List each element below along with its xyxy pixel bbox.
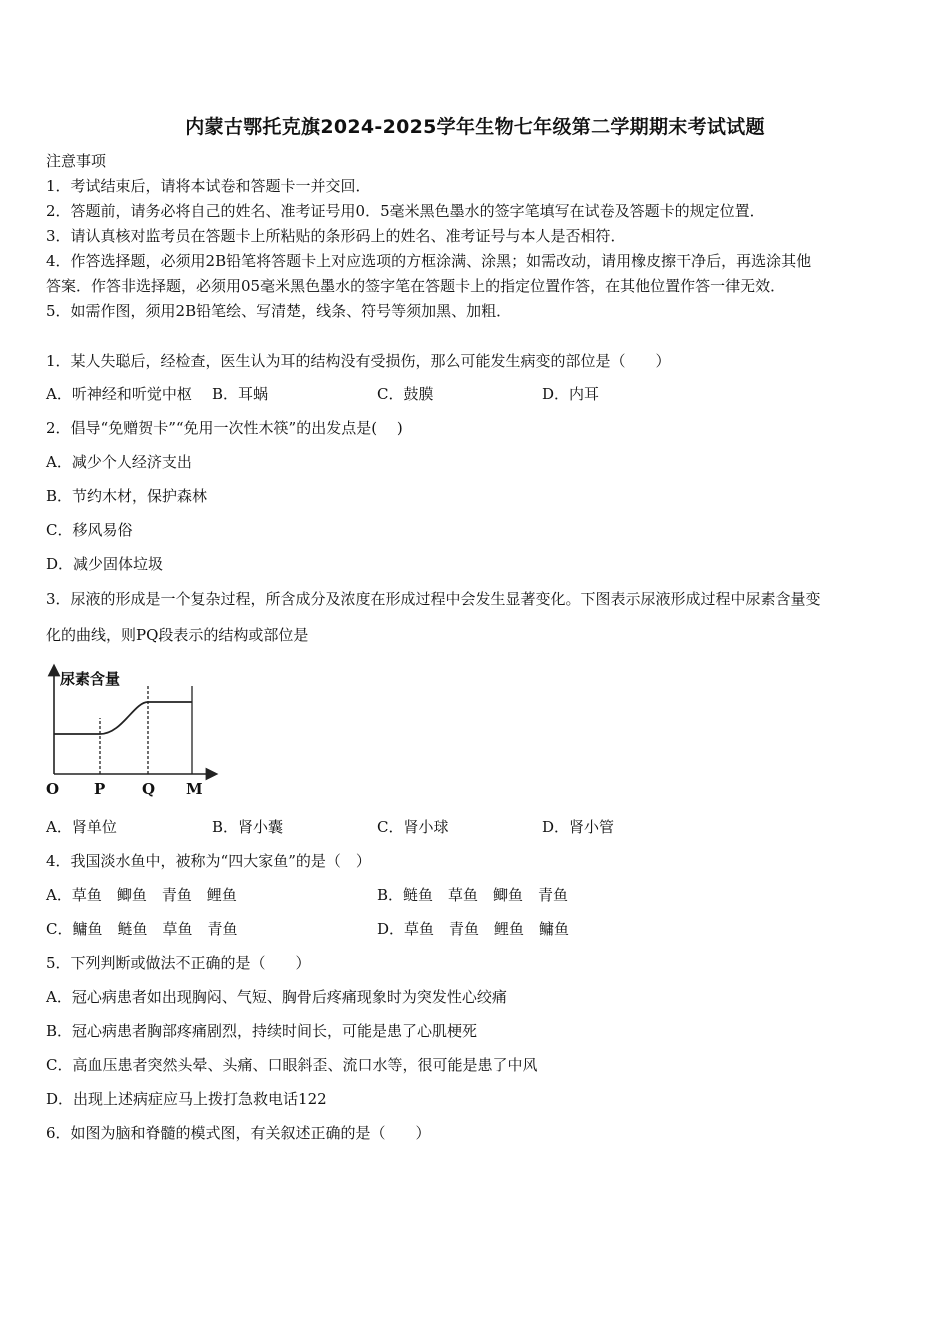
notice-item: 2．答题前，请务必将自己的姓名、准考证号用0．5毫米黑色墨水的签字笔填写在试卷及答题卡的规定位置．	[46, 202, 765, 220]
option-b[interactable]: B．肾小囊	[212, 818, 284, 836]
notice-item: 4．作答选择题，必须用2B铅笔将答题卡上对应选项的方框涂满、涂黑；如需改动，请用橡皮擦干净后，再选涂其他	[46, 252, 812, 270]
question-1-stem: 1．某人失聪后，经检查，医生认为耳的结构没有受损伤，那么可能发生病变的部位是（ ）	[46, 352, 671, 370]
option-d[interactable]: D．草鱼 青鱼 鲤鱼 鳙鱼	[377, 920, 570, 938]
question-2-stem: 2．倡导“免赠贺卡”“免用一次性木筷”的出发点是( )	[46, 419, 403, 437]
option-c[interactable]: C．高血压患者突然头晕、头痛、口眼斜歪、流口水等，很可能是患了中风	[46, 1056, 538, 1074]
option-c[interactable]: C．鳙鱼 鲢鱼 草鱼 青鱼	[46, 920, 238, 938]
urea-content-chart	[44, 656, 224, 801]
y-axis-label: 尿素含量	[60, 670, 121, 688]
option-a[interactable]: A．冠心病患者如出现胸闷、气短、胸骨后疼痛现象时为突发性心绞痛	[46, 988, 507, 1006]
question-3-stem-cont: 化的曲线，则PQ段表示的结构或部位是	[46, 626, 309, 644]
option-b[interactable]: B．冠心病患者胸部疼痛剧烈，持续时间长，可能是患了心肌梗死	[46, 1022, 478, 1040]
notice-heading: 注意事项	[46, 152, 107, 170]
option-c[interactable]: C．移风易俗	[46, 521, 133, 539]
x-tick-label-O: O	[46, 780, 60, 798]
question-3-stem: 3．尿液的形成是一个复杂过程，所含成分及浓度在形成过程中会发生显著变化。下图表示尿液形成过程中尿素含量变	[46, 590, 821, 608]
option-a[interactable]: A．听神经和听觉中枢	[46, 385, 192, 403]
option-a[interactable]: A．肾单位	[46, 818, 117, 836]
question-4-stem: 4．我国淡水鱼中，被称为“四大家鱼”的是（ ）	[46, 852, 371, 870]
exam-title: 内蒙古鄂托克旗2024-2025学年生物七年级第二学期期末考试试题	[185, 116, 765, 138]
notice-item: 5．如需作图，须用2B铅笔绘、写清楚，线条、符号等须加黑、加粗．	[46, 302, 512, 320]
option-b[interactable]: B．节约木材，保护森林	[46, 487, 208, 505]
option-a[interactable]: A．减少个人经济支出	[46, 453, 192, 471]
series-line-urea	[54, 702, 192, 734]
notice-item: 3．请认真核对监考员在答题卡上所粘贴的条形码上的姓名、准考证号与本人是否相符．	[46, 227, 626, 245]
question-3-options	[46, 816, 906, 838]
question-6-stem: 6．如图为脑和脊髓的模式图，有关叙述正确的是（ ）	[46, 1124, 431, 1142]
notice-item: 答案．作答非选择题，必须用05毫米黑色墨水的签字笔在答题卡上的指定位置作答，在其他位置作答一律无效．	[46, 277, 786, 295]
option-d[interactable]: D．出现上述病症应马上拨打急救电话122	[46, 1090, 327, 1108]
x-tick-label-P: P	[94, 780, 106, 798]
option-c[interactable]: C．肾小球	[377, 818, 449, 836]
option-d[interactable]: D．内耳	[542, 385, 600, 403]
notice-item: 1．考试结束后，请将本试卷和答题卡一并交回．	[46, 177, 371, 195]
question-4-options-row1	[46, 884, 906, 906]
option-d[interactable]: D．肾小管	[542, 818, 615, 836]
question-5-stem: 5．下列判断或做法不正确的是（ ）	[46, 954, 311, 972]
question-1-options	[46, 383, 906, 405]
option-a[interactable]: A．草鱼 鲫鱼 青鱼 鲤鱼	[46, 886, 237, 904]
x-tick-label-Q: Q	[142, 780, 156, 798]
question-4-options-row2	[46, 918, 906, 940]
option-b[interactable]: B．鲢鱼 草鱼 鲫鱼 青鱼	[377, 886, 569, 904]
option-c[interactable]: C．鼓膜	[377, 385, 434, 403]
option-d[interactable]: D．减少固体垃圾	[46, 555, 164, 573]
option-b[interactable]: B．耳蜗	[212, 385, 269, 403]
x-tick-label-M: M	[186, 780, 203, 798]
